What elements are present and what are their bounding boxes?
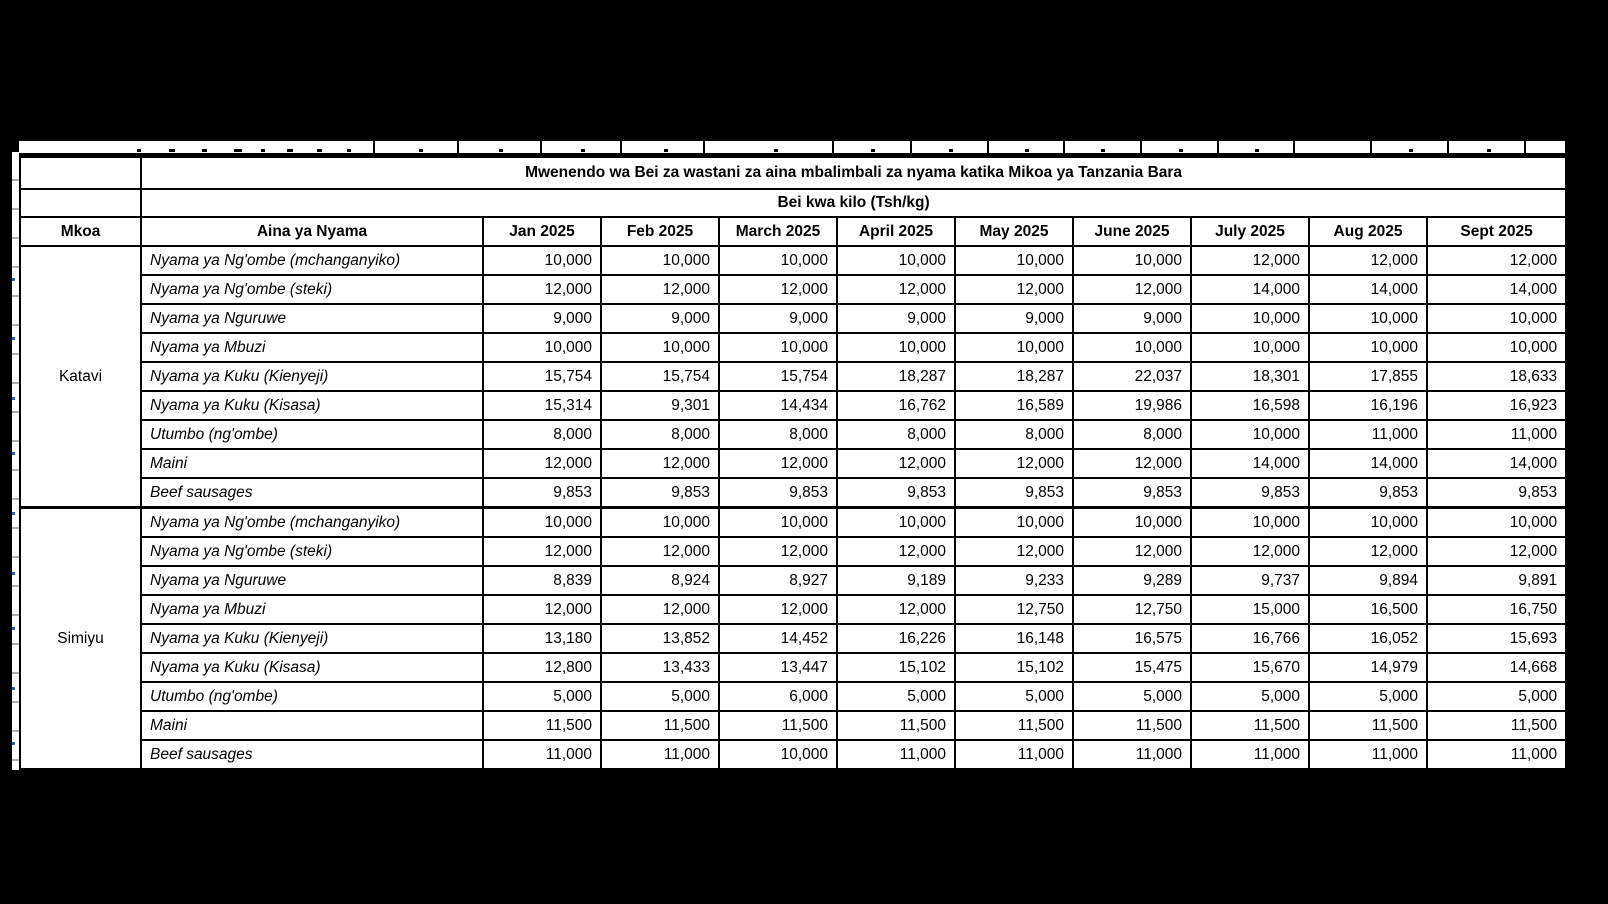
price-cell: 10,000 xyxy=(1191,333,1309,362)
price-cell: 10,000 xyxy=(601,246,719,275)
table-body xyxy=(20,246,1566,770)
column-header-mkoa: Mkoa xyxy=(20,217,141,246)
price-cell: 5,000 xyxy=(1309,682,1427,711)
price-table-container xyxy=(19,156,1567,772)
price-cell: 9,853 xyxy=(483,478,601,508)
table-row xyxy=(20,333,1566,362)
column-header-april-2025: April 2025 xyxy=(837,217,955,246)
meat-name-cell: Nyama ya Kuku (Kienyeji) xyxy=(141,362,483,391)
price-cell: 11,000 xyxy=(601,740,719,770)
price-cell: 12,000 xyxy=(719,595,837,624)
price-cell: 9,853 xyxy=(837,478,955,508)
price-cell: 11,500 xyxy=(483,711,601,740)
price-cell: 12,000 xyxy=(955,275,1073,304)
table-title: Mwenendo wa Bei za wastani za aina mbalimbali za nyama katika Mikoa ya Tanzania Bara xyxy=(141,157,1566,189)
price-cell: 15,000 xyxy=(1191,595,1309,624)
price-cell: 18,301 xyxy=(1191,362,1309,391)
price-cell: 15,754 xyxy=(483,362,601,391)
price-cell: 5,000 xyxy=(1073,682,1191,711)
price-cell: 9,853 xyxy=(955,478,1073,508)
table-row xyxy=(20,566,1566,595)
price-cell: 9,894 xyxy=(1309,566,1427,595)
price-cell: 11,000 xyxy=(1073,740,1191,770)
price-cell: 15,670 xyxy=(1191,653,1309,682)
price-cell: 12,000 xyxy=(719,537,837,566)
header-row xyxy=(20,217,1566,246)
price-cell: 11,500 xyxy=(837,711,955,740)
price-cell: 8,839 xyxy=(483,566,601,595)
price-cell: 9,853 xyxy=(1191,478,1309,508)
price-cell: 9,000 xyxy=(483,304,601,333)
price-cell: 11,000 xyxy=(1427,740,1566,770)
price-cell: 9,301 xyxy=(601,391,719,420)
price-cell: 10,000 xyxy=(1427,508,1566,538)
price-cell: 18,287 xyxy=(955,362,1073,391)
subtitle-row xyxy=(20,189,1566,217)
price-cell: 9,853 xyxy=(1309,478,1427,508)
price-cell: 12,000 xyxy=(483,449,601,478)
price-cell: 12,000 xyxy=(483,537,601,566)
region-cell-simiyu: Simiyu xyxy=(20,508,141,771)
price-cell: 10,000 xyxy=(719,508,837,538)
price-cell: 15,102 xyxy=(955,653,1073,682)
price-cell: 10,000 xyxy=(837,246,955,275)
price-cell: 10,000 xyxy=(719,740,837,770)
price-cell: 10,000 xyxy=(1191,420,1309,449)
price-cell: 5,000 xyxy=(601,682,719,711)
price-cell: 12,800 xyxy=(483,653,601,682)
price-cell: 5,000 xyxy=(1427,682,1566,711)
price-cell: 14,452 xyxy=(719,624,837,653)
meat-name-cell: Nyama ya Ng'ombe (steki) xyxy=(141,537,483,566)
price-cell: 5,000 xyxy=(483,682,601,711)
price-cell: 15,693 xyxy=(1427,624,1566,653)
price-cell: 11,500 xyxy=(601,711,719,740)
table-row xyxy=(20,682,1566,711)
price-cell: 14,000 xyxy=(1309,275,1427,304)
price-cell: 14,000 xyxy=(1309,449,1427,478)
meat-name-cell: Nyama ya Ng'ombe (mchanganyiko) xyxy=(141,246,483,275)
price-cell: 15,754 xyxy=(601,362,719,391)
price-cell: 9,000 xyxy=(1073,304,1191,333)
price-cell: 12,000 xyxy=(719,449,837,478)
price-cell: 10,000 xyxy=(483,246,601,275)
price-cell: 9,737 xyxy=(1191,566,1309,595)
price-cell: 12,000 xyxy=(601,449,719,478)
meat-name-cell: Nyama ya Mbuzi xyxy=(141,333,483,362)
price-cell: 22,037 xyxy=(1073,362,1191,391)
price-cell: 9,000 xyxy=(719,304,837,333)
price-cell: 11,000 xyxy=(955,740,1073,770)
meat-name-cell: Beef sausages xyxy=(141,478,483,508)
price-cell: 10,000 xyxy=(1309,508,1427,538)
price-cell: 15,475 xyxy=(1073,653,1191,682)
price-cell: 12,000 xyxy=(601,275,719,304)
empty-corner-cell xyxy=(20,157,141,189)
price-cell: 9,000 xyxy=(955,304,1073,333)
column-header-aina-ya-nyama: Aina ya Nyama xyxy=(141,217,483,246)
table-row xyxy=(20,478,1566,508)
price-cell: 16,148 xyxy=(955,624,1073,653)
price-cell: 16,750 xyxy=(1427,595,1566,624)
table-row xyxy=(20,391,1566,420)
price-cell: 19,986 xyxy=(1073,391,1191,420)
price-cell: 10,000 xyxy=(483,508,601,538)
price-cell: 10,000 xyxy=(483,333,601,362)
meat-name-cell: Nyama ya Kuku (Kienyeji) xyxy=(141,624,483,653)
price-cell: 5,000 xyxy=(1191,682,1309,711)
table-row xyxy=(20,711,1566,740)
price-cell: 11,500 xyxy=(1073,711,1191,740)
price-cell: 14,434 xyxy=(719,391,837,420)
price-cell: 9,000 xyxy=(837,304,955,333)
price-cell: 16,762 xyxy=(837,391,955,420)
table-row xyxy=(20,275,1566,304)
price-cell: 12,000 xyxy=(837,595,955,624)
price-cell: 11,000 xyxy=(837,740,955,770)
meat-name-cell: Maini xyxy=(141,449,483,478)
price-cell: 12,000 xyxy=(1309,246,1427,275)
title-row xyxy=(20,157,1566,189)
price-cell: 8,000 xyxy=(955,420,1073,449)
price-cell: 11,000 xyxy=(1309,740,1427,770)
price-cell: 11,500 xyxy=(719,711,837,740)
meat-name-cell: Nyama ya Ng'ombe (steki) xyxy=(141,275,483,304)
price-cell: 16,923 xyxy=(1427,391,1566,420)
price-cell: 9,289 xyxy=(1073,566,1191,595)
price-cell: 10,000 xyxy=(1073,333,1191,362)
price-cell: 8,000 xyxy=(483,420,601,449)
price-cell: 14,000 xyxy=(1191,275,1309,304)
price-cell: 12,000 xyxy=(1073,537,1191,566)
cropped-row-above xyxy=(19,141,1565,156)
price-cell: 10,000 xyxy=(1309,333,1427,362)
price-cell: 11,500 xyxy=(1427,711,1566,740)
price-cell: 9,189 xyxy=(837,566,955,595)
price-cell: 12,750 xyxy=(955,595,1073,624)
table-row xyxy=(20,740,1566,770)
price-cell: 12,000 xyxy=(1073,275,1191,304)
price-cell: 5,000 xyxy=(955,682,1073,711)
price-cell: 10,000 xyxy=(955,508,1073,538)
price-cell: 11,000 xyxy=(483,740,601,770)
price-cell: 12,000 xyxy=(601,595,719,624)
table-row xyxy=(20,508,1566,538)
price-cell: 12,000 xyxy=(955,537,1073,566)
price-cell: 13,852 xyxy=(601,624,719,653)
price-cell: 11,500 xyxy=(1191,711,1309,740)
meat-name-cell: Beef sausages xyxy=(141,740,483,770)
column-header-feb-2025: Feb 2025 xyxy=(601,217,719,246)
price-cell: 16,598 xyxy=(1191,391,1309,420)
price-cell: 9,853 xyxy=(719,478,837,508)
column-header-june-2025: June 2025 xyxy=(1073,217,1191,246)
price-cell: 9,891 xyxy=(1427,566,1566,595)
price-cell: 10,000 xyxy=(601,333,719,362)
price-cell: 9,853 xyxy=(1427,478,1566,508)
empty-corner-cell xyxy=(20,189,141,217)
price-cell: 12,000 xyxy=(1191,246,1309,275)
column-header-march-2025: March 2025 xyxy=(719,217,837,246)
price-cell: 14,668 xyxy=(1427,653,1566,682)
price-cell: 9,000 xyxy=(601,304,719,333)
cropped-left-column xyxy=(12,152,19,770)
meat-name-cell: Nyama ya Nguruwe xyxy=(141,566,483,595)
price-cell: 17,855 xyxy=(1309,362,1427,391)
price-cell: 8,000 xyxy=(837,420,955,449)
table-row xyxy=(20,653,1566,682)
meat-name-cell: Nyama ya Mbuzi xyxy=(141,595,483,624)
price-cell: 12,000 xyxy=(601,537,719,566)
price-cell: 10,000 xyxy=(837,333,955,362)
column-header-sept-2025: Sept 2025 xyxy=(1427,217,1566,246)
price-cell: 16,196 xyxy=(1309,391,1427,420)
price-cell: 15,102 xyxy=(837,653,955,682)
price-cell: 12,000 xyxy=(483,595,601,624)
price-cell: 12,000 xyxy=(837,449,955,478)
price-cell: 10,000 xyxy=(837,508,955,538)
price-cell: 16,766 xyxy=(1191,624,1309,653)
price-cell: 8,927 xyxy=(719,566,837,595)
meat-name-cell: Maini xyxy=(141,711,483,740)
column-header-july-2025: July 2025 xyxy=(1191,217,1309,246)
price-cell: 12,000 xyxy=(955,449,1073,478)
price-cell: 16,575 xyxy=(1073,624,1191,653)
price-cell: 9,233 xyxy=(955,566,1073,595)
price-cell: 10,000 xyxy=(719,246,837,275)
price-cell: 12,000 xyxy=(1309,537,1427,566)
price-cell: 11,000 xyxy=(1309,420,1427,449)
table-row xyxy=(20,624,1566,653)
price-cell: 12,000 xyxy=(837,275,955,304)
price-cell: 13,433 xyxy=(601,653,719,682)
column-header-jan-2025: Jan 2025 xyxy=(483,217,601,246)
price-cell: 8,000 xyxy=(719,420,837,449)
table-row xyxy=(20,449,1566,478)
price-cell: 12,000 xyxy=(1427,246,1566,275)
table-row xyxy=(20,246,1566,275)
price-cell: 12,000 xyxy=(1073,449,1191,478)
price-cell: 14,000 xyxy=(1191,449,1309,478)
price-cell: 5,000 xyxy=(837,682,955,711)
price-cell: 10,000 xyxy=(1427,333,1566,362)
price-cell: 10,000 xyxy=(1191,304,1309,333)
price-cell: 9,853 xyxy=(1073,478,1191,508)
table-subtitle: Bei kwa kilo (Tsh/kg) xyxy=(141,189,1566,217)
price-cell: 12,000 xyxy=(837,537,955,566)
price-cell: 16,226 xyxy=(837,624,955,653)
table-row xyxy=(20,595,1566,624)
price-cell: 12,750 xyxy=(1073,595,1191,624)
price-table xyxy=(19,156,1567,772)
price-cell: 10,000 xyxy=(955,333,1073,362)
price-cell: 16,500 xyxy=(1309,595,1427,624)
price-cell: 14,000 xyxy=(1427,275,1566,304)
price-cell: 14,979 xyxy=(1309,653,1427,682)
price-cell: 18,287 xyxy=(837,362,955,391)
price-cell: 13,447 xyxy=(719,653,837,682)
price-cell: 10,000 xyxy=(1073,246,1191,275)
price-cell: 11,000 xyxy=(1427,420,1566,449)
price-cell: 10,000 xyxy=(1309,304,1427,333)
price-cell: 6,000 xyxy=(719,682,837,711)
meat-name-cell: Nyama ya Ng'ombe (mchanganyiko) xyxy=(141,508,483,538)
meat-name-cell: Utumbo (ng'ombe) xyxy=(141,682,483,711)
table-row xyxy=(20,362,1566,391)
price-cell: 11,500 xyxy=(955,711,1073,740)
price-cell: 8,924 xyxy=(601,566,719,595)
price-cell: 12,000 xyxy=(719,275,837,304)
price-cell: 15,754 xyxy=(719,362,837,391)
meat-name-cell: Utumbo (ng'ombe) xyxy=(141,420,483,449)
price-cell: 9,853 xyxy=(601,478,719,508)
price-cell: 12,000 xyxy=(483,275,601,304)
column-header-aug-2025: Aug 2025 xyxy=(1309,217,1427,246)
meat-name-cell: Nyama ya Kuku (Kisasa) xyxy=(141,391,483,420)
price-cell: 18,633 xyxy=(1427,362,1566,391)
meat-name-cell: Nyama ya Nguruwe xyxy=(141,304,483,333)
table-row xyxy=(20,420,1566,449)
price-cell: 8,000 xyxy=(601,420,719,449)
price-cell: 10,000 xyxy=(601,508,719,538)
price-cell: 10,000 xyxy=(1191,508,1309,538)
price-cell: 10,000 xyxy=(955,246,1073,275)
price-cell: 10,000 xyxy=(719,333,837,362)
price-cell: 12,000 xyxy=(1427,537,1566,566)
price-cell: 10,000 xyxy=(1073,508,1191,538)
table-row xyxy=(20,304,1566,333)
price-cell: 8,000 xyxy=(1073,420,1191,449)
price-cell: 14,000 xyxy=(1427,449,1566,478)
price-cell: 16,589 xyxy=(955,391,1073,420)
region-cell-katavi: Katavi xyxy=(20,246,141,508)
price-cell: 10,000 xyxy=(1427,304,1566,333)
column-header-may-2025: May 2025 xyxy=(955,217,1073,246)
price-cell: 11,500 xyxy=(1309,711,1427,740)
price-cell: 12,000 xyxy=(1191,537,1309,566)
table-row xyxy=(20,537,1566,566)
price-cell: 15,314 xyxy=(483,391,601,420)
price-cell: 11,000 xyxy=(1191,740,1309,770)
price-cell: 16,052 xyxy=(1309,624,1427,653)
meat-name-cell: Nyama ya Kuku (Kisasa) xyxy=(141,653,483,682)
price-cell: 13,180 xyxy=(483,624,601,653)
